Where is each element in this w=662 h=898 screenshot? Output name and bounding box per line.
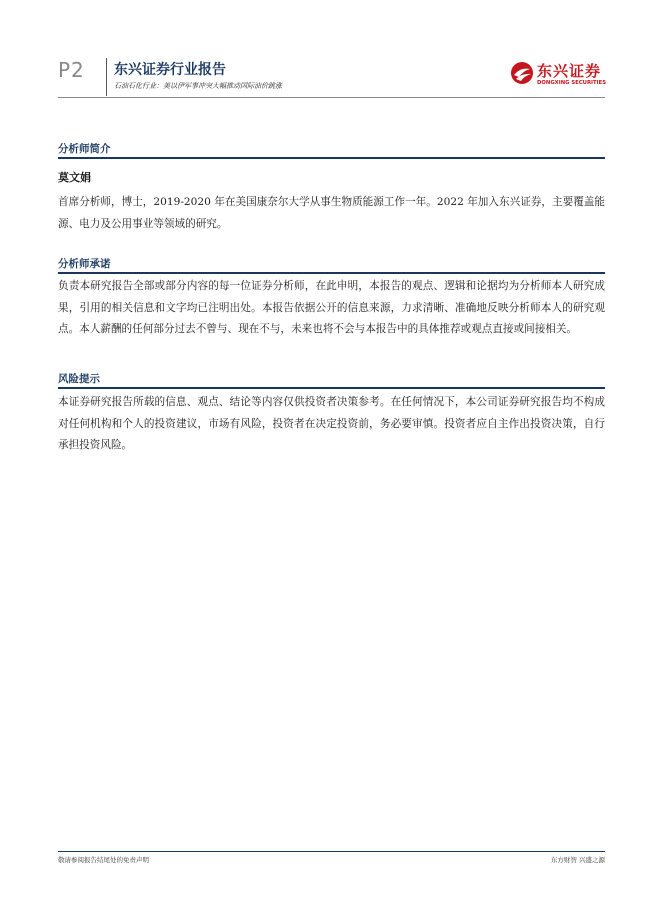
risk-section-rule (58, 387, 605, 389)
logo-english-text: DONGXING SECURITIES (537, 80, 607, 86)
analyst-bio: 首席分析师，博士，2019-2020 年在美国康奈尔大学从事生物质能源工作一年。2022 年加入东兴证券，主要覆盖能源、电力及公用事业等领域的研究。 (58, 196, 605, 230)
risk-text: 本证券研究报告所载的信息、观点、结论等内容仅供投资者决策参考。在任何情况下，本公司证券研究报告均不构成对任何机构和个人的投资建议，市场有风险，投资者在决定投资前，务必要审慎。投资者应自主作出投资决策，自行承担投资风险。 (58, 396, 605, 451)
page-number: P2 (58, 58, 85, 82)
commitment-section-rule (58, 272, 605, 274)
footer-slogan: 东方财智 兴盛之源 (550, 856, 605, 864)
analyst-name: 莫文娟 (58, 171, 91, 184)
header-divider (106, 58, 107, 96)
header-rule (58, 97, 605, 98)
commitment-section-heading: 分析师承诺 (58, 258, 111, 270)
logo-mark-icon (510, 61, 534, 85)
risk-section-heading: 风险提示 (58, 373, 100, 385)
analyst-section-heading: 分析师简介 (58, 143, 111, 155)
report-title: 东兴证券行业报告 (114, 62, 226, 78)
analyst-section-rule (58, 157, 605, 159)
commitment-text: 负责本研究报告全部或部分内容的每一位证券分析师，在此申明，本报告的观点、逻辑和论据均为分析师本人研究成果，引用的相关信息和文字均已注明出处。本报告依据公开的信息来源，力求清晰、准确地反映分析师本人的研究观点。本人薪酬的任何部分过去不曾与、现在不与，未来也将不会与本报告中的具体推荐或观点直接或间接相关。 (58, 280, 605, 335)
footer-rule (58, 851, 605, 852)
logo-chinese-text: 东兴证券 (537, 62, 602, 80)
report-subtitle: 石油石化行业：美以伊军事冲突大幅推动国际油价跳涨 (114, 82, 282, 90)
footer-disclaimer-note: 敬请参阅报告结尾处的免责声明 (58, 856, 149, 864)
company-logo (510, 60, 610, 90)
